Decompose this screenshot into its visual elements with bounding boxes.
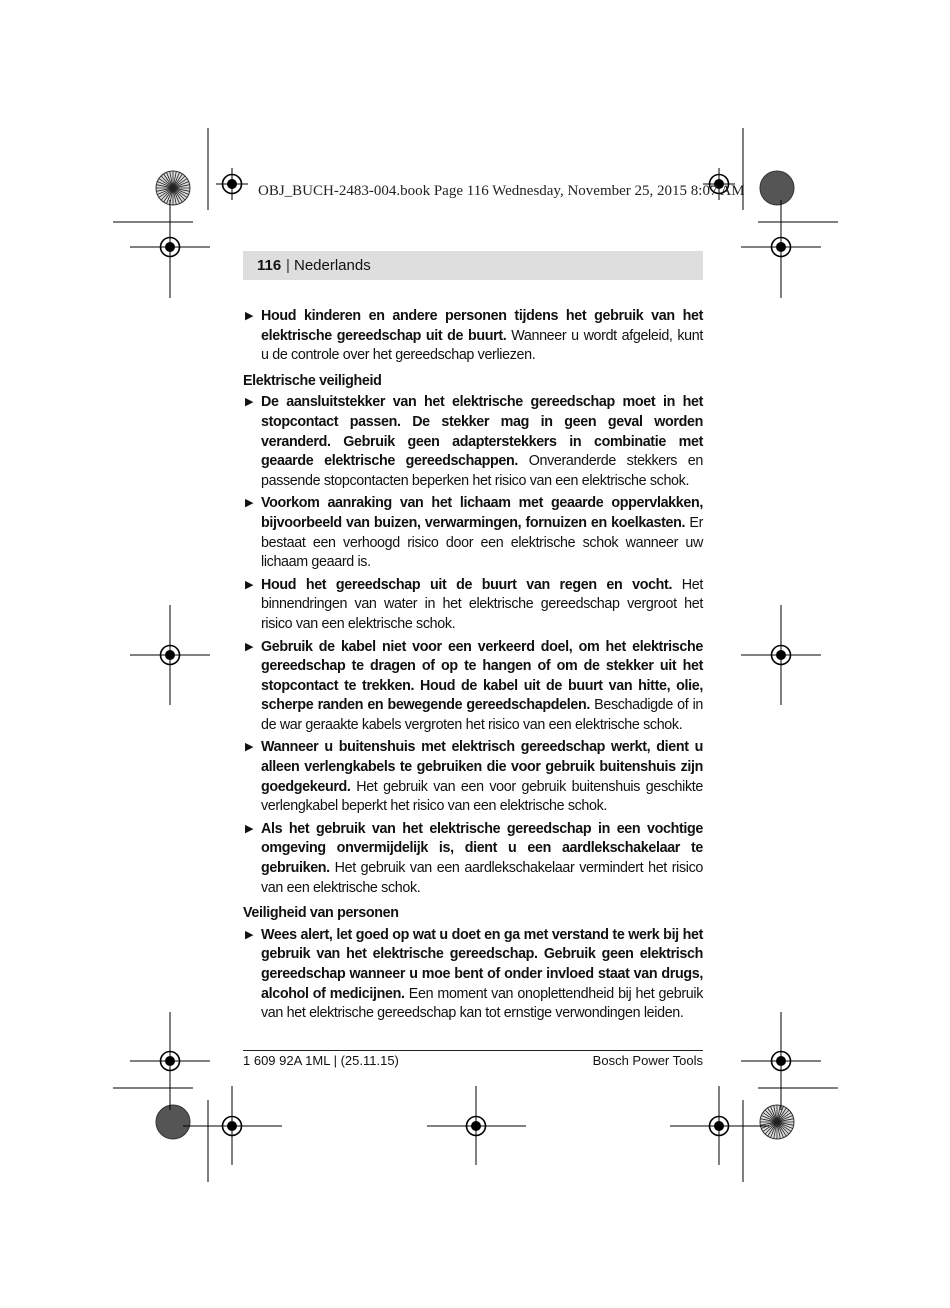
bullet-arrow-icon: ▶ xyxy=(245,578,254,591)
page-content xyxy=(243,307,703,1027)
bullet-arrow-icon: ▶ xyxy=(245,310,254,322)
list-item: ▶ Wees alert, let goed op wat u doet en ga met verstand te werk bij het gebruik van het elektrische gereedschap. Gebruik geen elektrisch gereedschap wanneer u moe bent of onder invloed staat van drugs, alcohol of medicijnen. Een moment van onoplettendheid bij het gebruik van het elektrische gereedschap kan tot ernstige verwondingen leiden. xyxy=(245,926,703,1022)
bullet-arrow-icon: ▶ xyxy=(245,822,254,835)
header-language: Nederlands xyxy=(294,257,371,274)
list-item: ▶ Voorkom aanraking van het lichaam met geaarde oppervlakken, bijvoorbeeld van buizen, verwarmingen, fornuizen en koelkasten. Er bestaat een verhoogd risico door een elektrische schok wanneer uw lichaam geaard is. xyxy=(245,495,703,571)
page-number: 116 xyxy=(257,257,282,274)
section-heading: Elektrische veiligheid xyxy=(243,372,382,389)
list-item: ▶ Houd kinderen en andere personen tijdens het gebruik van het elektrische gereedschap uit de buurt. Wanneer u wordt afgeleid, kunt u de controle over het gereedschap verliezen. xyxy=(245,308,704,364)
bullet-arrow-icon: ▶ xyxy=(245,396,254,409)
footer-document-code: 1 609 92A 1ML | (25.11.15) xyxy=(243,1053,399,1068)
page-header xyxy=(243,251,703,280)
bullet-arrow-icon: ▶ xyxy=(245,741,254,754)
section-heading: Veiligheid van personen xyxy=(243,905,399,922)
list-item: ▶ De aansluitstekker van het elektrische gereedschap moet in het stopcontact passen. De stekker mag in geen geval worden veranderd. Gebruik geen adapterstekkers in combinatie met geaarde elektrische gereedschappen. Onveranderde stekkers en passende stopcontacten beperken het risico van een elektrische schok. xyxy=(245,394,703,489)
list-item: ▶ Als het gebruik van het elektrische gereedschap in een vochtige omgeving onvermijdelijk is, dient u een aardlekschakelaar te gebruiken. Het gebruik van een aardlekschakelaar vermindert het risico van een elektrische schok. xyxy=(245,820,703,896)
list-item: ▶ Gebruik de kabel niet voor een verkeerd doel, om het elektrische gereedschap te dragen of op te hangen of om de stekker uit het stopcontact te trekken. Houd de kabel uit de buurt van hitte, olie, scherpe randen en bewegende gereedschapdelen. Beschadigde of in de war geraakte kabels vergroten het risico van een elektrische schok. xyxy=(245,638,703,733)
bullet-arrow-icon: ▶ xyxy=(245,497,254,510)
bullet-arrow-icon: ▶ xyxy=(245,640,254,653)
print-slug: OBJ_BUCH-2483-004.book Page 116 Wednesday, November 25, 2015 8:07 AM xyxy=(258,183,745,199)
footer-divider xyxy=(243,1050,703,1051)
footer-brand: Bosch Power Tools xyxy=(592,1053,703,1068)
bullet-arrow-icon: ▶ xyxy=(245,928,254,941)
list-item: ▶ Wanneer u buitenshuis met elektrisch gereedschap werkt, dient u alleen verlengkabels te gebruiken die voor gebruik buitenshuis zijn goedgekeurd. Het gebruik van een voor gebruik buitenshuis geschikte verlengkabel beperkt het risico van een elektrische schok. xyxy=(245,739,703,815)
header-separator: | xyxy=(286,257,290,274)
list-item: ▶ Houd het gereedschap uit de buurt van regen en vocht. Het binnendringen van water in het elektrische gereedschap vergroot het risico van een elektrische schok. xyxy=(245,576,703,632)
